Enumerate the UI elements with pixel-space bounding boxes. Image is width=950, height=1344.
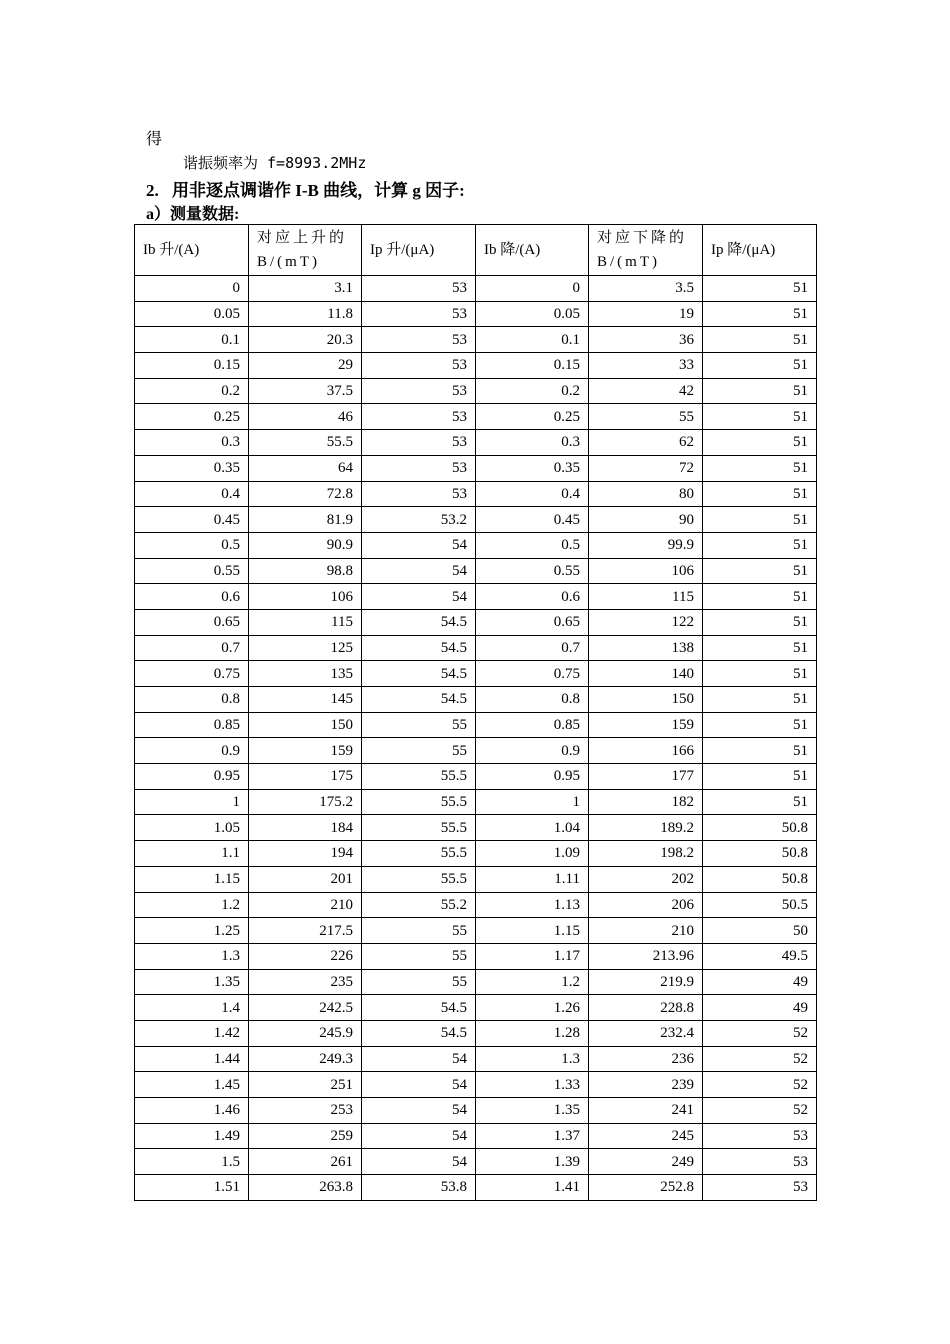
cell-ip-up: 53 [362, 301, 476, 327]
cell-ib-down: 0.05 [476, 301, 589, 327]
cell-b-up: 145 [249, 687, 362, 713]
cell-ip-up: 53 [362, 481, 476, 507]
cell-ip-up: 54.5 [362, 1020, 476, 1046]
cell-ib-down: 1.35 [476, 1098, 589, 1124]
cell-ip-up: 53.8 [362, 1175, 476, 1201]
table-row [135, 1020, 817, 1046]
table-row [135, 841, 817, 867]
cell-ip-up: 54 [362, 1072, 476, 1098]
cell-ib-up: 0.4 [135, 481, 249, 507]
cell-ib-down: 0.7 [476, 635, 589, 661]
table-row [135, 558, 817, 584]
cell-ib-down: 0.4 [476, 481, 589, 507]
cell-ip-down: 51 [703, 764, 817, 790]
cell-ip-down: 51 [703, 404, 817, 430]
cell-ip-down: 53 [703, 1149, 817, 1175]
table-row [135, 327, 817, 353]
cell-ib-down: 0 [476, 276, 589, 302]
cell-ib-up: 0.2 [135, 378, 249, 404]
cell-b-down: 62 [589, 430, 703, 456]
cell-b-up: 217.5 [249, 918, 362, 944]
table-row [135, 378, 817, 404]
table-row [135, 892, 817, 918]
cell-ib-down: 1.04 [476, 815, 589, 841]
cell-b-up: 159 [249, 738, 362, 764]
cell-b-up: 115 [249, 609, 362, 635]
cell-b-down: 239 [589, 1072, 703, 1098]
cell-b-up: 263.8 [249, 1175, 362, 1201]
table-row [135, 609, 817, 635]
cell-b-down: 219.9 [589, 969, 703, 995]
cell-ip-up: 54.5 [362, 609, 476, 635]
cell-b-down: 33 [589, 353, 703, 379]
cell-b-up: 251 [249, 1072, 362, 1098]
resonance-frequency-line: 谐振频率为 f=8993.2MHz [183, 154, 367, 172]
cell-ip-down: 49.5 [703, 943, 817, 969]
cell-b-down: 249 [589, 1149, 703, 1175]
table-row [135, 687, 817, 713]
cell-ib-down: 1.2 [476, 969, 589, 995]
table-row [135, 1123, 817, 1149]
cell-ib-up: 1.45 [135, 1072, 249, 1098]
table-row [135, 661, 817, 687]
cell-ib-down: 0.5 [476, 532, 589, 558]
cell-ip-down: 51 [703, 609, 817, 635]
cell-ip-up: 53 [362, 276, 476, 302]
table-row [135, 455, 817, 481]
cell-ip-down: 51 [703, 276, 817, 302]
header-ip-down: Ip 降/(μA) [703, 225, 817, 276]
cell-ib-up: 0.6 [135, 584, 249, 610]
cell-b-up: 37.5 [249, 378, 362, 404]
cell-ip-down: 50.8 [703, 866, 817, 892]
cell-ib-down: 0.9 [476, 738, 589, 764]
cell-ip-down: 51 [703, 712, 817, 738]
cell-ib-up: 0.55 [135, 558, 249, 584]
cell-b-up: 184 [249, 815, 362, 841]
table-row [135, 815, 817, 841]
cell-ib-up: 0.35 [135, 455, 249, 481]
cell-b-down: 159 [589, 712, 703, 738]
cell-ip-down: 53 [703, 1175, 817, 1201]
header-ib-up: Ib 升/(A) [135, 225, 249, 276]
cell-ip-up: 55.5 [362, 866, 476, 892]
cell-ip-down: 52 [703, 1046, 817, 1072]
cell-ib-up: 1.25 [135, 918, 249, 944]
measurement-table [134, 224, 817, 1201]
cell-b-down: 245 [589, 1123, 703, 1149]
header-ip-up: Ip 升/(μA) [362, 225, 476, 276]
cell-ip-up: 54 [362, 1123, 476, 1149]
cell-b-up: 11.8 [249, 301, 362, 327]
cell-b-up: 194 [249, 841, 362, 867]
table-row [135, 943, 817, 969]
cell-ip-up: 53 [362, 353, 476, 379]
cell-b-down: 232.4 [589, 1020, 703, 1046]
cell-ip-down: 51 [703, 661, 817, 687]
cell-b-up: 55.5 [249, 430, 362, 456]
cell-ib-down: 1.11 [476, 866, 589, 892]
cell-b-up: 20.3 [249, 327, 362, 353]
cell-ip-up: 54.5 [362, 995, 476, 1021]
table-row [135, 276, 817, 302]
table-row [135, 507, 817, 533]
cell-ip-down: 51 [703, 378, 817, 404]
cell-b-down: 228.8 [589, 995, 703, 1021]
cell-b-up: 235 [249, 969, 362, 995]
cell-b-down: 115 [589, 584, 703, 610]
cell-b-up: 72.8 [249, 481, 362, 507]
cell-ip-down: 53 [703, 1123, 817, 1149]
cell-ib-down: 0.25 [476, 404, 589, 430]
cell-b-up: 175 [249, 764, 362, 790]
table-row [135, 1175, 817, 1201]
cell-b-down: 140 [589, 661, 703, 687]
cell-b-up: 150 [249, 712, 362, 738]
cell-ib-up: 0.45 [135, 507, 249, 533]
cell-ib-down: 1.39 [476, 1149, 589, 1175]
table-row [135, 789, 817, 815]
cell-b-up: 29 [249, 353, 362, 379]
cell-ip-up: 54.5 [362, 687, 476, 713]
cell-b-up: 175.2 [249, 789, 362, 815]
cell-b-down: 90 [589, 507, 703, 533]
cell-ip-down: 49 [703, 969, 817, 995]
cell-b-up: 226 [249, 943, 362, 969]
cell-ib-up: 0.25 [135, 404, 249, 430]
cell-b-up: 245.9 [249, 1020, 362, 1046]
cell-ib-up: 0.3 [135, 430, 249, 456]
table-row [135, 430, 817, 456]
table-row [135, 1149, 817, 1175]
cell-b-down: 55 [589, 404, 703, 430]
cell-ib-up: 0.05 [135, 301, 249, 327]
cell-ip-up: 55.5 [362, 764, 476, 790]
cell-ip-up: 55 [362, 969, 476, 995]
cell-b-up: 135 [249, 661, 362, 687]
cell-ib-down: 1.3 [476, 1046, 589, 1072]
cell-ib-up: 1.35 [135, 969, 249, 995]
cell-ip-down: 52 [703, 1098, 817, 1124]
cell-ip-down: 51 [703, 687, 817, 713]
cell-ib-down: 1.15 [476, 918, 589, 944]
header-ib-down: Ib 降/(A) [476, 225, 589, 276]
cell-ib-down: 1.13 [476, 892, 589, 918]
cell-b-down: 189.2 [589, 815, 703, 841]
cell-ip-down: 50.5 [703, 892, 817, 918]
cell-b-down: 150 [589, 687, 703, 713]
cell-b-down: 177 [589, 764, 703, 790]
section-number: 2. [146, 181, 159, 200]
cell-ib-up: 1.42 [135, 1020, 249, 1046]
table-row [135, 764, 817, 790]
cell-b-down: 236 [589, 1046, 703, 1072]
subsection-heading: a）测量数据: [146, 206, 240, 223]
cell-b-down: 122 [589, 609, 703, 635]
cell-b-down: 19 [589, 301, 703, 327]
cell-ip-up: 54.5 [362, 635, 476, 661]
table-row [135, 301, 817, 327]
cell-ip-up: 53.2 [362, 507, 476, 533]
cell-b-up: 3.1 [249, 276, 362, 302]
cell-ip-up: 54 [362, 584, 476, 610]
cell-ib-down: 0.45 [476, 507, 589, 533]
intro-text: 得 [146, 131, 163, 148]
cell-ip-down: 51 [703, 301, 817, 327]
cell-ip-down: 51 [703, 507, 817, 533]
section-heading [146, 176, 465, 201]
cell-b-down: 106 [589, 558, 703, 584]
cell-ip-down: 50.8 [703, 815, 817, 841]
cell-b-up: 90.9 [249, 532, 362, 558]
table-row [135, 712, 817, 738]
cell-ip-up: 55 [362, 738, 476, 764]
table-row [135, 353, 817, 379]
cell-ip-up: 53 [362, 455, 476, 481]
cell-ip-down: 52 [703, 1020, 817, 1046]
cell-b-up: 81.9 [249, 507, 362, 533]
cell-ip-up: 54 [362, 532, 476, 558]
cell-b-down: 3.5 [589, 276, 703, 302]
cell-ib-up: 1.15 [135, 866, 249, 892]
cell-ip-down: 51 [703, 738, 817, 764]
table-row [135, 995, 817, 1021]
cell-ip-up: 53 [362, 430, 476, 456]
cell-ib-up: 0.5 [135, 532, 249, 558]
cell-b-down: 42 [589, 378, 703, 404]
cell-ib-up: 0.9 [135, 738, 249, 764]
table-row [135, 1046, 817, 1072]
table-row [135, 1072, 817, 1098]
cell-ip-down: 51 [703, 558, 817, 584]
cell-ib-down: 1.41 [476, 1175, 589, 1201]
cell-b-down: 210 [589, 918, 703, 944]
cell-ip-up: 54.5 [362, 661, 476, 687]
cell-ib-up: 0.7 [135, 635, 249, 661]
table-row [135, 969, 817, 995]
cell-ib-down: 0.85 [476, 712, 589, 738]
cell-b-up: 201 [249, 866, 362, 892]
cell-ib-down: 1 [476, 789, 589, 815]
cell-ip-up: 55.5 [362, 789, 476, 815]
cell-ib-down: 1.26 [476, 995, 589, 1021]
cell-b-up: 125 [249, 635, 362, 661]
cell-ib-up: 1.05 [135, 815, 249, 841]
cell-b-down: 80 [589, 481, 703, 507]
cell-ib-down: 0.3 [476, 430, 589, 456]
table-row [135, 404, 817, 430]
cell-ip-down: 50 [703, 918, 817, 944]
cell-ip-up: 54 [362, 558, 476, 584]
cell-ib-down: 0.15 [476, 353, 589, 379]
cell-b-down: 206 [589, 892, 703, 918]
cell-b-down: 213.96 [589, 943, 703, 969]
cell-b-down: 72 [589, 455, 703, 481]
cell-b-up: 64 [249, 455, 362, 481]
cell-ib-up: 0.75 [135, 661, 249, 687]
cell-ip-down: 49 [703, 995, 817, 1021]
cell-b-up: 249.3 [249, 1046, 362, 1072]
cell-ip-up: 55.2 [362, 892, 476, 918]
cell-ib-down: 0.1 [476, 327, 589, 353]
cell-ib-down: 0.2 [476, 378, 589, 404]
cell-ib-up: 1.46 [135, 1098, 249, 1124]
cell-ib-down: 0.75 [476, 661, 589, 687]
cell-b-down: 182 [589, 789, 703, 815]
cell-b-down: 198.2 [589, 841, 703, 867]
cell-ip-up: 55 [362, 943, 476, 969]
table-row [135, 481, 817, 507]
cell-ib-up: 1.4 [135, 995, 249, 1021]
table-row [135, 866, 817, 892]
cell-ib-up: 1 [135, 789, 249, 815]
cell-ib-down: 0.95 [476, 764, 589, 790]
table-header-row [135, 225, 817, 276]
cell-ib-up: 0.1 [135, 327, 249, 353]
table-row [135, 918, 817, 944]
header-b-down: 对应下降的 B/(mT) [589, 225, 703, 276]
cell-ip-down: 51 [703, 789, 817, 815]
cell-ip-down: 51 [703, 481, 817, 507]
cell-ib-down: 0.55 [476, 558, 589, 584]
table-row [135, 635, 817, 661]
cell-ip-up: 54 [362, 1149, 476, 1175]
cell-b-up: 98.8 [249, 558, 362, 584]
cell-b-up: 253 [249, 1098, 362, 1124]
cell-ib-down: 0.8 [476, 687, 589, 713]
cell-ip-up: 55 [362, 712, 476, 738]
cell-ib-up: 0.65 [135, 609, 249, 635]
cell-ib-up: 0 [135, 276, 249, 302]
cell-ib-up: 0.15 [135, 353, 249, 379]
cell-b-up: 261 [249, 1149, 362, 1175]
cell-ip-up: 53 [362, 378, 476, 404]
cell-b-up: 242.5 [249, 995, 362, 1021]
cell-b-down: 99.9 [589, 532, 703, 558]
cell-b-down: 252.8 [589, 1175, 703, 1201]
cell-ib-down: 1.09 [476, 841, 589, 867]
cell-ib-down: 0.35 [476, 455, 589, 481]
cell-b-down: 138 [589, 635, 703, 661]
cell-ib-up: 0.8 [135, 687, 249, 713]
cell-ip-up: 53 [362, 327, 476, 353]
cell-ip-down: 51 [703, 532, 817, 558]
cell-b-down: 241 [589, 1098, 703, 1124]
cell-ip-down: 50.8 [703, 841, 817, 867]
cell-ib-up: 1.5 [135, 1149, 249, 1175]
cell-ib-down: 1.37 [476, 1123, 589, 1149]
table-row [135, 532, 817, 558]
cell-ib-up: 1.2 [135, 892, 249, 918]
cell-ip-up: 53 [362, 404, 476, 430]
cell-ip-up: 55.5 [362, 841, 476, 867]
cell-ip-down: 51 [703, 635, 817, 661]
cell-b-up: 46 [249, 404, 362, 430]
cell-ib-up: 0.95 [135, 764, 249, 790]
table-row [135, 584, 817, 610]
cell-ip-down: 51 [703, 353, 817, 379]
table-row [135, 1098, 817, 1124]
cell-b-down: 36 [589, 327, 703, 353]
cell-ib-down: 1.28 [476, 1020, 589, 1046]
cell-b-down: 202 [589, 866, 703, 892]
cell-ib-up: 1.1 [135, 841, 249, 867]
cell-ib-down: 0.65 [476, 609, 589, 635]
cell-ip-up: 54 [362, 1046, 476, 1072]
cell-ib-down: 1.17 [476, 943, 589, 969]
cell-b-up: 106 [249, 584, 362, 610]
cell-b-up: 210 [249, 892, 362, 918]
cell-ip-up: 54 [362, 1098, 476, 1124]
section-title: 用非逐点调谐作 I-B 曲线，计算 g 因子: [172, 181, 465, 200]
cell-ib-down: 1.33 [476, 1072, 589, 1098]
cell-ip-down: 51 [703, 584, 817, 610]
header-b-up: 对应上升的 B/(mT) [249, 225, 362, 276]
cell-ip-down: 51 [703, 430, 817, 456]
cell-ib-up: 1.51 [135, 1175, 249, 1201]
cell-ib-up: 1.49 [135, 1123, 249, 1149]
cell-ib-up: 1.3 [135, 943, 249, 969]
cell-ip-down: 51 [703, 327, 817, 353]
cell-ip-down: 51 [703, 455, 817, 481]
cell-ib-up: 1.44 [135, 1046, 249, 1072]
cell-ip-up: 55 [362, 918, 476, 944]
table-row [135, 738, 817, 764]
cell-b-down: 166 [589, 738, 703, 764]
cell-ip-up: 55.5 [362, 815, 476, 841]
cell-ib-down: 0.6 [476, 584, 589, 610]
cell-ip-down: 52 [703, 1072, 817, 1098]
cell-b-up: 259 [249, 1123, 362, 1149]
cell-ib-up: 0.85 [135, 712, 249, 738]
